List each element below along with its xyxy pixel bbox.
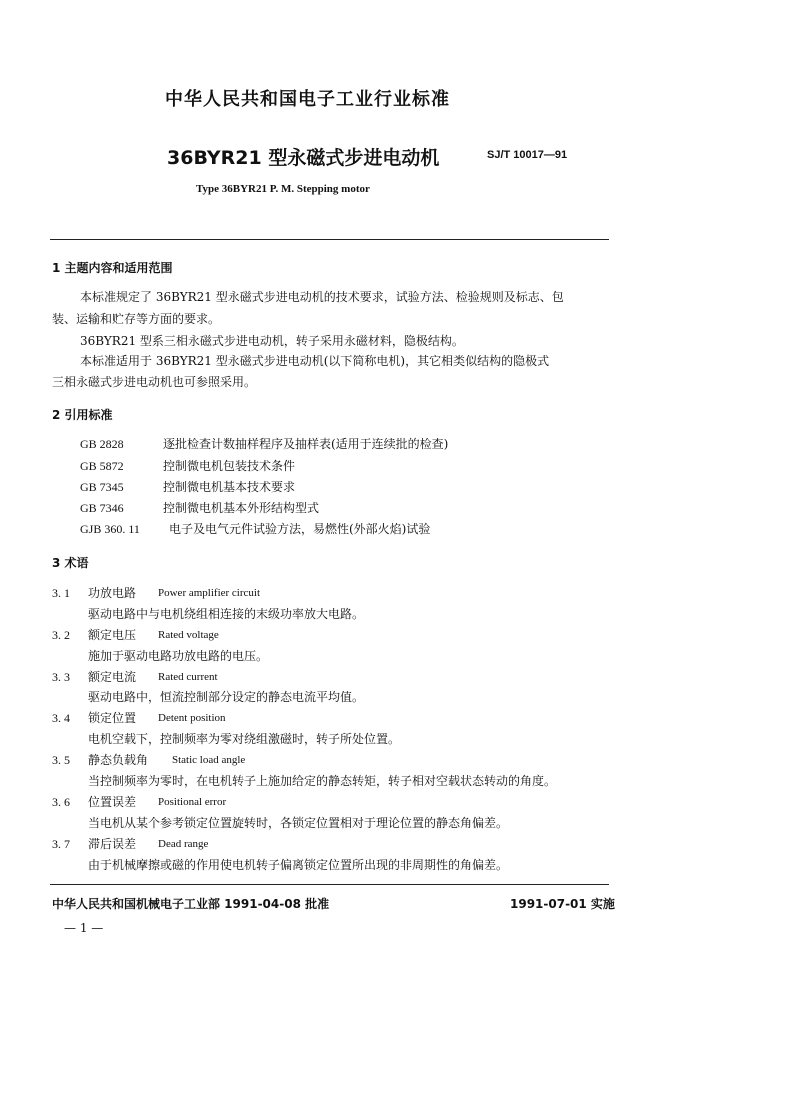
term-number: 3. 5 [52, 753, 70, 767]
term-chinese: 额定电压 [88, 628, 137, 642]
term-definition: 电机空载下，控制频率为零对绕组激磁时，转子所处位置。 [88, 732, 401, 746]
section-1-para-1b: 装、运输和贮存等方面的要求。 [52, 312, 221, 326]
term-definition: 当电机从某个参考锁定位置旋转时，各锁定位置相对于理论位置的静态角偏差。 [88, 816, 509, 830]
section-1-para-3b: 三相永磁式步进电动机也可参照采用。 [52, 375, 257, 389]
reference-title: 控制微电机基本外形结构型式 [163, 501, 320, 515]
bottom-divider [50, 884, 609, 885]
term-definition: 施加于驱动电路功放电路的电压。 [88, 649, 269, 663]
reference-title: 逐批检查计数抽样程序及抽样表(适用于连续批的检查) [163, 437, 449, 451]
term-number: 3. 7 [52, 837, 70, 851]
section-2-heading: 2 引用标准 [52, 408, 113, 422]
term-english: Detent position [158, 712, 226, 724]
term-definition: 驱动电路中，恒流控制部分设定的静态电流平均值。 [88, 690, 365, 704]
term-english: Positional error [158, 796, 227, 808]
section-3-heading: 3 术语 [52, 556, 89, 570]
term-english: Power amplifier circuit [158, 587, 261, 599]
implementation-date: 1991-07-01 实施 [510, 897, 615, 911]
section-1-para-1a: 本标准规定了 36BYR21 型永磁式步进电动机的技术要求，试验方法、检验规则及标志、包 [80, 290, 564, 304]
reference-code: GB 5872 [80, 459, 124, 473]
term-english: Dead range [158, 838, 209, 850]
reference-code: GJB 360. 11 [80, 522, 140, 536]
reference-title: 控制微电机包装技术条件 [163, 459, 296, 473]
page-number: — 1 — [64, 921, 104, 935]
term-number: 3. 2 [52, 628, 70, 642]
issuing-org-title: 中华人民共和国电子工业行业标准 [165, 89, 450, 110]
section-1-para-3a: 本标准适用于 36BYR21 型永磁式步进电动机(以下简称电机)，其它相类似结构的隐极式 [80, 354, 550, 368]
term-number: 3. 6 [52, 795, 70, 809]
term-chinese: 静态负载角 [88, 753, 149, 767]
term-definition: 由于机械摩擦或磁的作用使电机转子偏离锁定位置所出现的非周期性的角偏差。 [88, 858, 509, 872]
standard-code: SJ/T 10017—91 [487, 149, 568, 161]
reference-title: 控制微电机基本技术要求 [163, 480, 296, 494]
section-1-para-2: 36BYR21 型系三相永磁式步进电动机，转子采用永磁材料，隐极结构。 [80, 334, 464, 348]
top-divider [50, 239, 609, 240]
reference-title: 电子及电气元件试验方法，易燃性(外部火焰)试验 [169, 522, 431, 536]
term-definition: 当控制频率为零时，在电机转子上施加给定的静态转矩，转子相对空载状态转动的角度。 [88, 774, 557, 788]
reference-code: GB 7346 [80, 501, 124, 515]
term-chinese: 滞后误差 [88, 837, 137, 851]
reference-code: GB 7345 [80, 480, 124, 494]
term-number: 3. 4 [52, 711, 70, 725]
term-number: 3. 3 [52, 670, 70, 684]
term-chinese: 功放电路 [88, 586, 137, 600]
term-english: Rated voltage [158, 629, 219, 641]
term-english: Rated current [158, 671, 218, 683]
english-title: Type 36BYR21 P. M. Stepping motor [196, 183, 370, 195]
standard-title: 36BYR21 型永磁式步进电动机 [167, 147, 440, 169]
reference-code: GB 2828 [80, 437, 124, 451]
term-english: Static load angle [172, 754, 246, 766]
approval-line: 中华人民共和国机械电子工业部 1991-04-08 批准 [52, 897, 330, 911]
term-chinese: 位置误差 [88, 795, 137, 809]
section-1-heading: 1 主题内容和适用范围 [52, 261, 173, 275]
term-number: 3. 1 [52, 586, 70, 600]
term-definition: 驱动电路中与电机绕组相连接的末级功率放大电路。 [88, 607, 365, 621]
term-chinese: 锁定位置 [88, 711, 137, 725]
term-chinese: 额定电流 [88, 670, 137, 684]
